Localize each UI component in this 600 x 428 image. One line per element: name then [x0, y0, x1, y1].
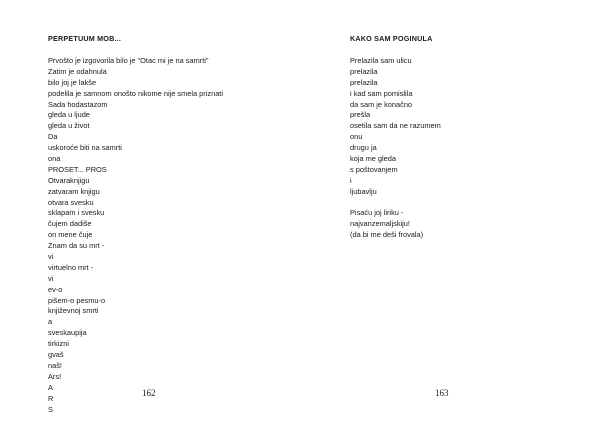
poem-line: da sam je konačno: [350, 99, 413, 109]
poem-line: prešla: [350, 110, 371, 120]
poem-line: (da bi me deši frovala): [350, 230, 424, 240]
poem-line: koja me gleda: [350, 154, 397, 164]
poem-line: Sada hodastazom: [48, 99, 108, 109]
poem-line: s poštovanjem: [350, 164, 398, 174]
poem-line: sveskaupija: [48, 328, 87, 338]
poem-line: Da: [48, 132, 58, 142]
poem-line: onu: [350, 132, 363, 142]
poem-line: naš!: [48, 360, 62, 370]
poem-title: PERPETUUM MOB...: [48, 34, 122, 43]
poem-line: ljubavlju: [350, 186, 377, 196]
poem-line: drugu ja: [350, 143, 377, 153]
poem-line: virtuelno mrt -: [48, 262, 94, 272]
poem-line: gleda u ljude: [48, 110, 90, 120]
poem-line: Pisaću joj liriku -: [350, 208, 404, 218]
poem-line: Prelazila sam ulicu: [350, 56, 412, 65]
poem-line: uskoroće biti na samrti: [48, 143, 122, 153]
poem-line: gleda u život: [48, 121, 90, 131]
poem-line: Prvošto je izgovorila bilo je "Otac mi je na samrti": [48, 56, 209, 65]
poem-line: i kad sam pomislila: [350, 88, 413, 98]
poem-line: [350, 198, 441, 209]
poem-line: otvara svesku: [48, 197, 94, 207]
poem-line: ona: [48, 154, 61, 164]
poem-line: vi: [48, 273, 54, 283]
poem-line: Otvaraknjigu: [48, 175, 90, 185]
poem-line: književnoj smrti: [48, 306, 99, 316]
page-number: 162: [142, 388, 156, 398]
poem-line: on mene čuje: [48, 230, 93, 240]
poem-line: vi: [48, 252, 54, 262]
poem-line: tirkizni: [48, 339, 69, 349]
poem-body: [48, 56, 223, 415]
right-page: [300, 0, 600, 428]
poem-line: R: [48, 393, 54, 403]
poem-title: KAKO SAM POGINULA: [350, 34, 433, 43]
poem-line: ev-o: [48, 284, 63, 294]
poem-line: Ars!: [48, 371, 62, 381]
poem-line: zatvaram knjigu: [48, 186, 100, 196]
poem-line: a: [48, 317, 53, 327]
poem-body: [350, 56, 441, 241]
poem-line: pišem-o pesmu-o: [48, 295, 106, 305]
poem-line: bilo joj je lakše: [48, 77, 97, 87]
page-number: 163: [435, 388, 449, 398]
poem-line: sklapam i svesku: [48, 208, 105, 218]
poem-line: prelazila: [350, 77, 378, 87]
poem-line: prelazila: [350, 66, 378, 76]
poem-line: A: [48, 382, 53, 392]
poem-line: osetila sam da ne razumem: [350, 121, 441, 131]
poem-line: Znam da su mrt -: [48, 241, 105, 251]
poem-line: S: [48, 404, 53, 414]
poem-line: PROSET... PROS: [48, 164, 107, 174]
poem-line: čujem dadiše: [48, 219, 92, 229]
poem-line: gvaš: [48, 350, 64, 360]
poem-line: najvanzemaljskiju!: [350, 219, 410, 229]
poem-line: Zatim je odahnula: [48, 66, 107, 76]
poem-line: podelila je samnom onošto nikome nije smela priznati: [48, 88, 224, 98]
poem-line: i: [350, 175, 352, 185]
